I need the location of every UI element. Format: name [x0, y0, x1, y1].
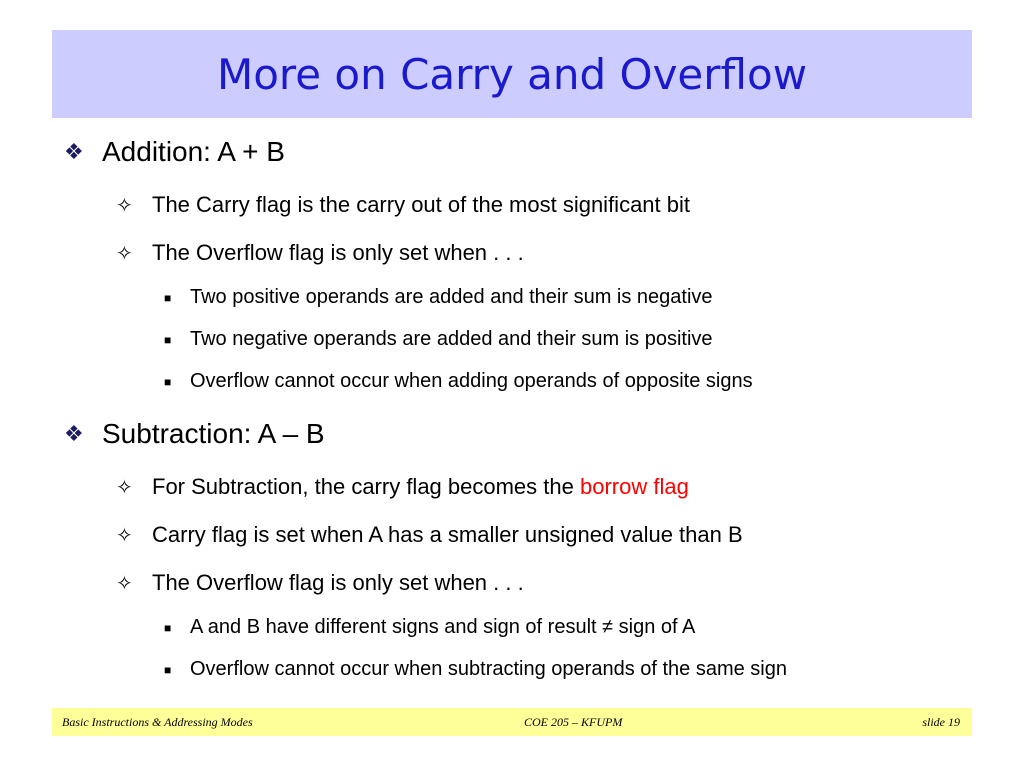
star-bullet-icon: ✧	[116, 572, 133, 595]
star-bullet-icon: ✧	[116, 194, 133, 217]
square-bullet-icon: ■	[164, 332, 172, 347]
star-bullet-icon: ✧	[116, 242, 133, 265]
bullet-subtraction-sub-1	[164, 616, 695, 639]
footer	[52, 708, 972, 736]
bullet-text: Overflow cannot occur when subtracting operands of the same sign	[190, 658, 787, 680]
square-bullet-icon: ■	[164, 620, 172, 635]
footer-course-code: COE 205 – KFUPM	[524, 715, 623, 729]
bullet-subtraction	[64, 418, 325, 450]
diamond-bullet-icon: ❖	[64, 139, 84, 164]
star-bullet-icon: ✧	[116, 524, 133, 547]
bullet-addition-sub-1	[164, 286, 713, 309]
bullet-text: The Overflow flag is only set when . . .	[152, 570, 524, 595]
borrow-flag-highlight: borrow flag	[579, 474, 689, 499]
bullet-text: Subtraction: A – B	[102, 418, 325, 449]
bullet-subtraction-sub-2	[164, 658, 787, 681]
square-bullet-icon: ■	[164, 290, 172, 305]
bullet-text: Overflow cannot occur when adding operands of opposite signs	[190, 370, 753, 392]
bullet-text: Addition: A + B	[102, 136, 285, 167]
square-bullet-icon: ■	[164, 662, 172, 677]
bullet-text: The Carry flag is the carry out of the most significant bit	[152, 192, 691, 217]
bullet-text: Two positive operands are added and their sum is negative	[190, 286, 713, 308]
bullet-text: A and B have different signs and sign of result ≠ sign of A	[190, 616, 696, 638]
bullet-text: Two negative operands are added and their sum is positive	[190, 328, 713, 350]
footer-course-topic: Basic Instructions & Addressing Modes	[62, 715, 253, 729]
square-bullet-icon: ■	[164, 374, 172, 389]
bullet-text: For Subtraction, the carry flag becomes the	[152, 474, 580, 499]
star-bullet-icon: ✧	[116, 476, 133, 499]
bullet-subtraction-borrow	[116, 474, 689, 500]
bullet-addition-carry	[116, 192, 690, 218]
bullet-addition	[64, 136, 285, 168]
diamond-bullet-icon: ❖	[64, 421, 84, 446]
bullet-subtraction-carry-set	[116, 522, 743, 548]
bullet-text: Carry flag is set when A has a smaller unsigned value than B	[152, 522, 743, 547]
slide-title: More on Carry and Overflow	[216, 49, 808, 99]
bullet-text: The Overflow flag is only set when . . .	[152, 240, 524, 265]
bullet-addition-overflow	[116, 240, 524, 266]
bullet-subtraction-overflow	[116, 570, 524, 596]
footer-slide-number: slide 19	[922, 715, 960, 729]
bullet-addition-sub-3	[164, 370, 753, 393]
bullet-addition-sub-2	[164, 328, 713, 351]
